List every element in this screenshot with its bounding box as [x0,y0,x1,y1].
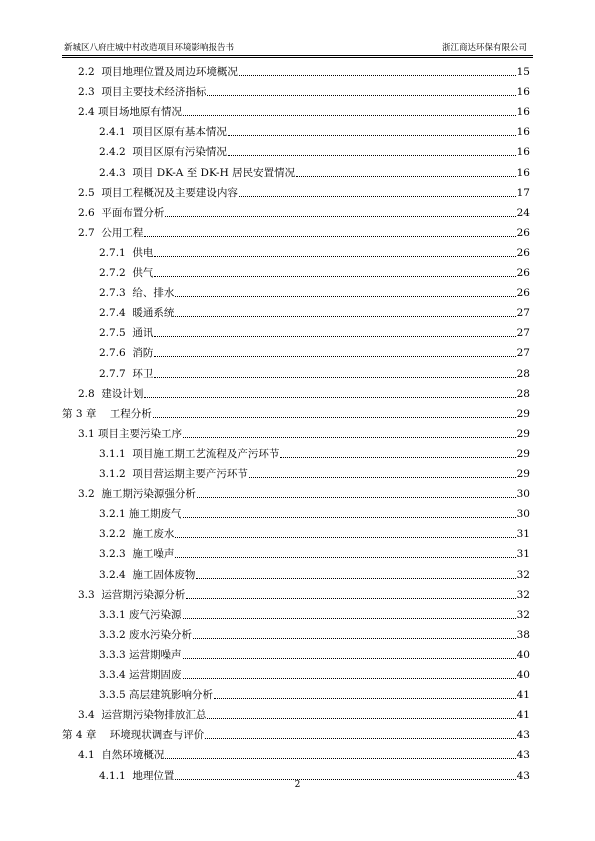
toc-entry-label: 2.4.2 项目区原有污染情况 [99,146,227,159]
toc-entry-page: 16 [516,166,530,179]
toc-entry-label: 3.1 项目主要污染工序 [78,427,183,440]
toc-entry[interactable] [99,602,530,622]
toc-entry[interactable] [99,461,530,481]
toc-entry-page: 24 [516,206,530,219]
toc-entry[interactable] [78,702,530,722]
toc-entry[interactable] [99,622,530,642]
header-rule-bottom [62,57,533,58]
header-document-title: 新城区八府庄城中村改造项目环境影响报告书 [64,43,235,53]
page-header [62,41,533,55]
toc-entry-page: 29 [516,407,530,420]
toc-entry[interactable] [78,99,530,119]
toc-entry-label: 3.3.1 废气污染源 [99,608,182,621]
toc-entry[interactable] [99,160,530,180]
toc-entry-page: 15 [516,66,530,78]
toc-entry-label: 2.7.1 供电 [99,246,154,259]
toc-entry-page: 16 [516,106,530,119]
toc-entry-label: 2.7.7 环卫 [99,367,154,380]
toc-entry-page: 29 [516,427,530,440]
toc-entry-label: 3.3.2 废水污染分析 [99,628,193,641]
toc-entry-page: 26 [516,267,530,279]
toc-entry-label: 2.4.3 项目 DK-A 至 DK-H 居民安置情况 [99,166,296,179]
toc-dot-leader [249,477,516,478]
toc-entry-page: 41 [516,689,530,702]
toc-dot-leader [175,296,515,297]
header-rule-top [62,55,533,56]
toc-dot-leader [183,517,516,518]
toc-entry[interactable] [78,200,530,220]
toc-entry[interactable] [78,59,530,79]
toc-entry[interactable] [99,521,530,541]
toc-dot-leader [175,537,515,538]
toc-dot-leader [205,738,515,739]
toc-dot-leader [207,95,515,96]
toc-dot-leader [197,497,516,498]
toc-entry-label: 2.3 项目主要技术经济指标 [78,86,207,99]
toc-dot-leader [239,75,516,76]
toc-entry-page: 16 [516,86,530,99]
toc-dot-leader [239,196,516,197]
toc-dot-leader [296,176,516,177]
toc-entry[interactable] [78,421,530,441]
toc-entry-page: 43 [516,769,530,782]
toc-entry-label: 2.7.2 供气 [99,267,154,279]
toc-entry-label: 2.7.3 给、排水 [99,287,175,300]
toc-entry[interactable] [99,642,530,662]
toc-entry[interactable] [99,662,530,682]
toc-entry[interactable] [99,240,530,260]
toc-entry-page: 30 [516,488,530,501]
toc-entry[interactable] [78,79,530,99]
toc-entry-page: 43 [516,749,530,762]
toc-entry-label: 2.2 项目地理位置及周边环境概况 [78,66,238,78]
toc-entry-label: 3.3.5 高层建筑影响分析 [99,689,214,702]
toc-entry-page: 26 [516,246,530,259]
toc-entry-page: 40 [516,669,530,681]
toc-entry-label: 2.6 平面布置分析 [78,206,165,219]
toc-entry-label: 3.1.2 项目营运期主要产污环节 [99,468,248,480]
toc-entry[interactable] [78,381,530,401]
toc-entry-page: 27 [516,307,530,320]
toc-entry-page: 32 [516,608,530,621]
toc-entry-page: 30 [516,508,530,521]
toc-dot-leader [165,216,515,217]
toc-entry[interactable] [99,320,530,340]
toc-entry-label: 2.7.5 通讯 [99,327,154,340]
toc-entry-label: 3.3.4 运营期固废 [99,669,182,681]
toc-entry-page: 31 [516,528,530,541]
toc-entry-label: 2.7.4 暖通系统 [99,307,175,320]
toc-dot-leader [175,316,515,317]
toc-entry[interactable] [62,401,530,421]
toc-entry[interactable] [99,501,530,521]
toc-dot-leader [183,618,516,619]
toc-entry[interactable] [99,441,530,461]
toc-entry-page: 41 [516,709,530,722]
toc-entry-page: 27 [516,347,530,360]
toc-entry-page: 32 [516,568,530,581]
toc-entry-page: 40 [516,648,530,661]
toc-entry-page: 32 [516,588,530,601]
toc-entry-label: 2.7.6 消防 [99,347,154,360]
toc-dot-leader [154,336,515,337]
toc-entry-label: 3.1.1 项目施工期工艺流程及产污环节 [99,447,280,460]
toc-entry[interactable] [78,742,530,762]
toc-entry-label: 3.3 运营期污染源分析 [78,588,186,601]
toc-entry-page: 26 [516,226,530,239]
toc-entry-page: 28 [516,387,530,400]
toc-dot-leader [207,718,515,719]
toc-entry-label: 2.4 项目场地原有情况 [78,106,183,119]
page-number: 2 [294,780,301,790]
toc-dot-leader [193,638,516,639]
toc-dot-leader [153,417,516,418]
toc-dot-leader [183,678,516,679]
toc-entry[interactable] [78,582,530,602]
toc-entry-label: 3.2.1 施工期废气 [99,508,182,521]
toc-entry-label: 2.8 建设计划 [78,387,144,400]
toc-entry-label: 2.7 公用工程 [78,226,144,239]
toc-dot-leader [154,256,515,257]
toc-entry-page: 29 [516,447,530,460]
toc-entry[interactable] [99,562,530,582]
toc-entry[interactable] [99,682,530,702]
toc-entry-label: 3.2.4 施工固体废物 [99,568,196,581]
toc-entry-label: 2.5 项目工程概况及主要建设内容 [78,186,238,199]
toc-entry-page: 17 [516,186,530,199]
toc-dot-leader [175,557,515,558]
toc-entry-label: 3.2 施工期污染源强分析 [78,488,196,501]
toc-entry[interactable] [78,220,530,240]
toc-entry-page: 43 [516,729,530,742]
toc-entry-label: 3.2.3 施工噪声 [99,548,175,561]
toc-entry[interactable] [99,300,530,320]
toc-entry-page: 16 [516,146,530,159]
toc-entry-label: 4.1.1 地理位置 [99,769,175,782]
toc-dot-leader [228,155,516,156]
toc-dot-leader [183,115,516,116]
toc-entry[interactable] [99,541,530,561]
toc-dot-leader [154,377,515,378]
toc-entry-page: 38 [516,628,530,641]
toc-dot-leader [228,135,516,136]
toc-dot-leader [183,437,516,438]
toc-entry-page: 28 [516,367,530,380]
toc-entry-page: 31 [516,548,530,561]
toc-entry-label: 2.4.1 项目区原有基本情况 [99,126,227,139]
toc-entry[interactable] [99,280,530,300]
toc-entry-label: 3.2.2 施工废水 [99,528,175,541]
toc-dot-leader [154,356,515,357]
toc-entry-label: 4.1 自然环境概况 [78,749,165,762]
toc-entry-page: 16 [516,126,530,139]
toc-entry[interactable] [78,180,530,200]
toc-entry-label: 3.4 运营期污染物排放汇总 [78,709,207,722]
toc-entry[interactable] [62,722,530,742]
toc-dot-leader [196,578,515,579]
toc-entry[interactable] [99,119,530,139]
toc-dot-leader [280,457,515,458]
toc-entry[interactable] [99,340,530,360]
toc-dot-leader [165,758,515,759]
toc-entry[interactable] [99,260,530,280]
header-company-name: 浙江商达环保有限公司 [441,43,527,53]
toc-dot-leader [214,698,516,699]
toc-entry-label: 第 4 章 环境现状调查与评价 [62,729,205,742]
toc-dot-leader [154,276,515,277]
toc-dot-leader [144,236,515,237]
toc-dot-leader [183,658,516,659]
toc-entry-page: 29 [516,468,530,480]
toc-entry[interactable] [99,139,530,159]
toc-entry[interactable] [99,361,530,381]
toc-entry-label: 3.3.3 运营期噪声 [99,648,182,661]
toc-entry-page: 27 [516,327,530,340]
toc-entry[interactable] [78,481,530,501]
toc-dot-leader [144,397,515,398]
toc-dot-leader [186,598,515,599]
toc-entry-label: 第 3 章 工程分析 [62,407,152,420]
toc-entry-page: 26 [516,287,530,300]
